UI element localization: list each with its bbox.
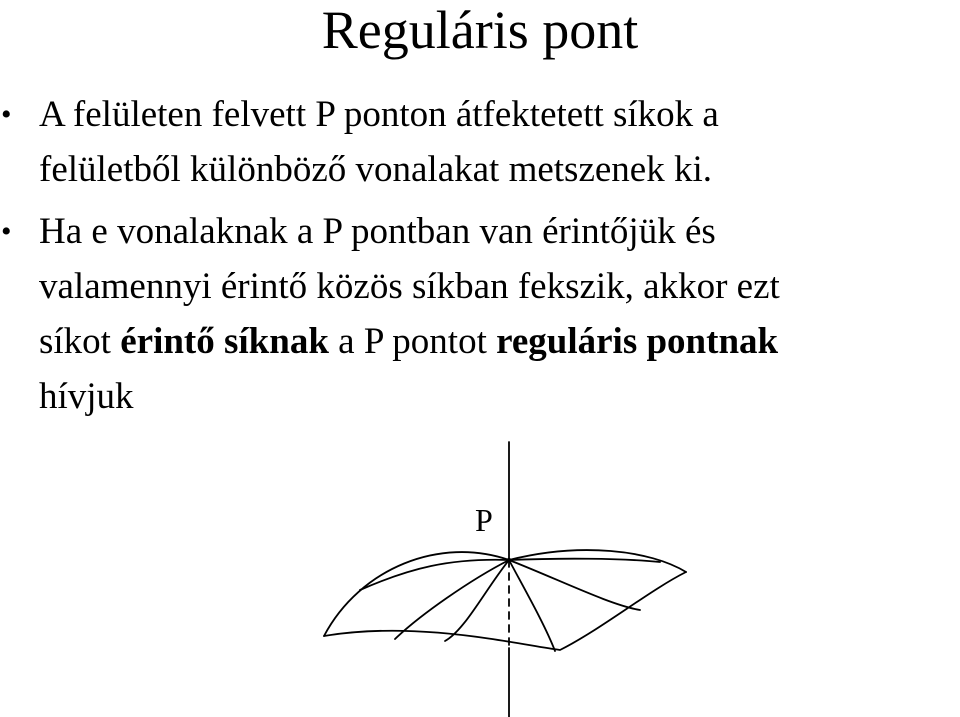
surface-meridian-3: [509, 560, 555, 651]
slide-title: Reguláris pont: [321, 0, 639, 60]
point-p-label: P: [475, 502, 493, 538]
surface-edge-bottom: [324, 572, 686, 650]
bullet-item-2: [0, 204, 960, 424]
bullet-2-line-4: hívjuk: [39, 376, 134, 417]
surface-meridian-1: [395, 560, 509, 639]
bullet-item-1: [0, 87, 960, 197]
point-p-marker: [507, 558, 511, 562]
bullet-list: [0, 87, 960, 424]
text-run: síkot: [39, 321, 121, 362]
term-tangent-plane: érintő síknak: [120, 321, 329, 362]
bullet-icon: •: [1, 98, 12, 131]
bullet-2-line-3: [39, 314, 960, 369]
surface-figure: [300, 440, 720, 717]
bullet-2-line-1: Ha e vonalaknak a P pontban van érintőjük és: [39, 211, 716, 252]
surface-edge-left: [324, 552, 509, 636]
bullet-2-line-2: valamennyi érintő közös síkban fekszik, akkor ezt: [39, 266, 780, 307]
bullet-1-line-1: A felületen felvett P ponton átfektetett síkok a: [39, 94, 719, 135]
bullet-icon: •: [1, 215, 12, 248]
surface-meridian-4: [509, 560, 640, 610]
bullet-1-line-2: felületből különböző vonalakat metszenek ki.: [39, 149, 712, 190]
surface-meridian-2: [445, 560, 509, 641]
surface-diagram: [300, 440, 720, 717]
term-regular-point: reguláris pontnak: [496, 321, 779, 362]
text-run: a P pontot: [328, 321, 497, 362]
